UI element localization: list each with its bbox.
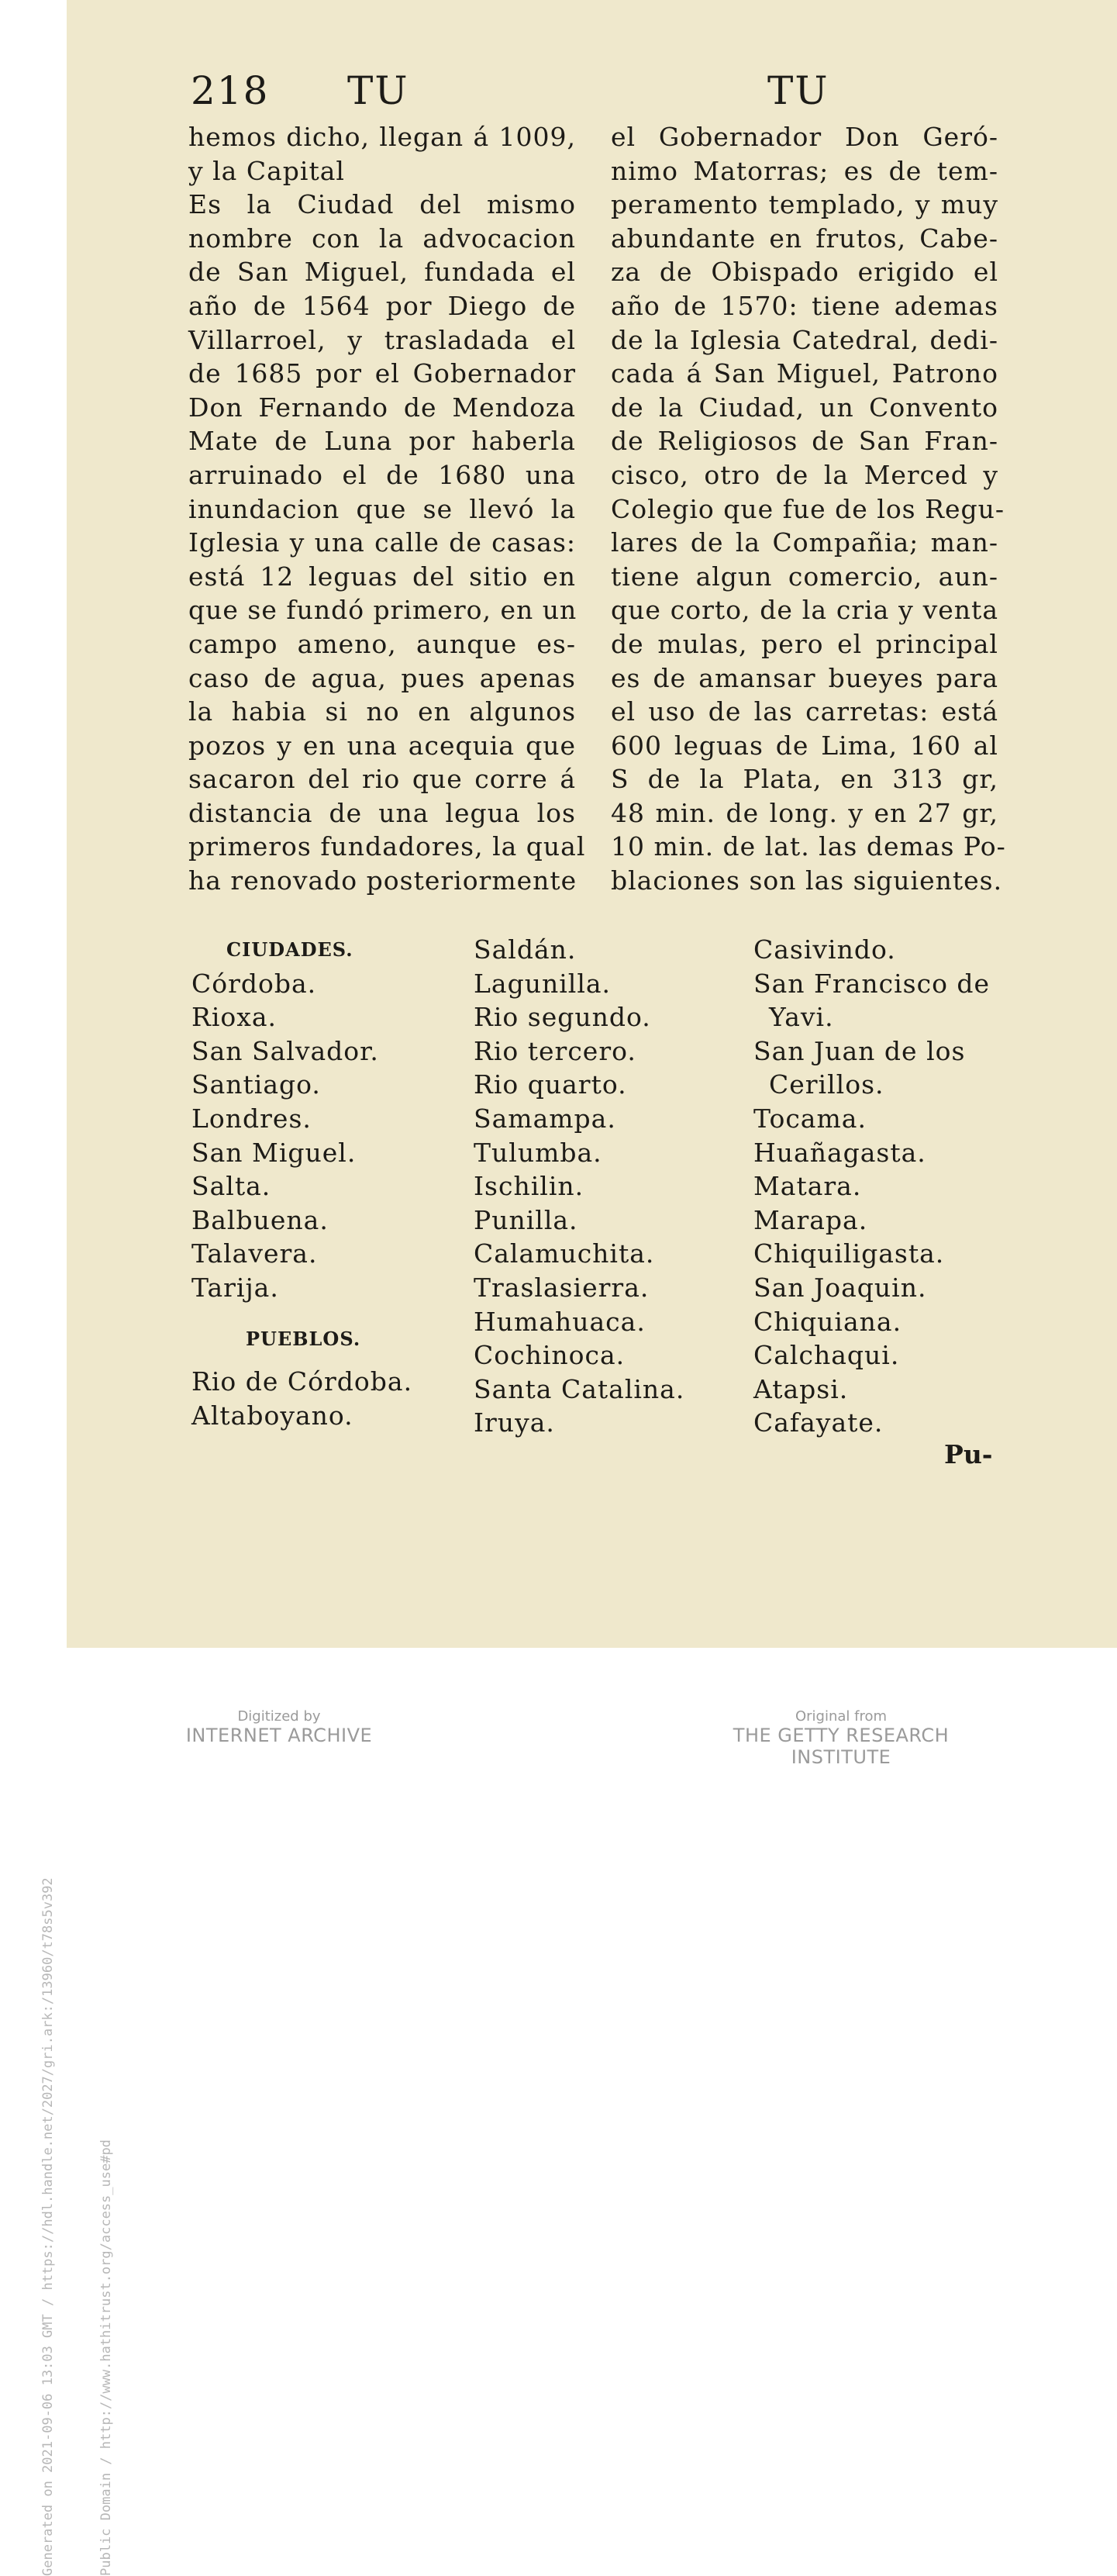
list-item: Rio tercero. bbox=[474, 1035, 636, 1066]
right-text-column bbox=[611, 120, 1006, 898]
text-line: y la Capital bbox=[188, 155, 345, 186]
list-item: Salta. bbox=[191, 1171, 271, 1202]
text-line: Mate de Luna por haberla bbox=[188, 426, 576, 457]
list-item: Talavera. bbox=[191, 1238, 318, 1269]
list-item: Marapa. bbox=[753, 1204, 868, 1235]
text-line: blaciones son las siguientes. bbox=[611, 865, 1003, 896]
page-number: 218 bbox=[191, 68, 270, 113]
list-item: Calamuchita. bbox=[474, 1238, 655, 1269]
text-line: de la Iglesia Catedral, dedi- bbox=[611, 324, 998, 355]
list-item: Yavi. bbox=[769, 1002, 834, 1033]
list-item: Traslasierra. bbox=[474, 1272, 650, 1303]
digitized-by-credit bbox=[178, 1708, 380, 1746]
text-line: que se fundó primero, en un bbox=[188, 595, 577, 626]
list-item: Samampa. bbox=[474, 1103, 616, 1134]
list-item: Ischilin. bbox=[474, 1171, 584, 1202]
list-item: Matara. bbox=[753, 1171, 862, 1202]
text-line: Villarroel, y trasladada el bbox=[188, 324, 576, 355]
list-item: Santa Catalina. bbox=[474, 1373, 685, 1404]
list-item: Santiago. bbox=[191, 1069, 321, 1100]
list-column-2 bbox=[474, 933, 737, 1440]
text-line: sacaron del rio que corre á bbox=[188, 764, 576, 795]
text-line: hemos dicho, llegan á 1009, bbox=[188, 122, 576, 152]
ciudades-heading: CIUDADES. bbox=[226, 938, 353, 961]
list-item: Chiquiligasta. bbox=[753, 1238, 945, 1269]
text-line: za de Obispado erigido el bbox=[611, 257, 998, 288]
list-item: Cochinoca. bbox=[474, 1340, 626, 1371]
text-line: año de 1564 por Diego de bbox=[188, 290, 576, 321]
text-line: campo ameno, aunque es- bbox=[188, 628, 576, 659]
text-line: Colegio que fue de los Regu- bbox=[611, 493, 1005, 524]
text-line: nombre con la advocacion bbox=[188, 223, 576, 254]
text-line: ha renovado posteriormente bbox=[188, 865, 577, 896]
list-item: Rio de Córdoba. bbox=[191, 1366, 413, 1397]
list-column-3 bbox=[753, 933, 1002, 1440]
text-line: inundacion que se llevó la bbox=[188, 493, 576, 524]
list-item: Humahuaca. bbox=[474, 1306, 646, 1337]
right-running-head: TU bbox=[767, 68, 829, 113]
list-item: San Joaquin. bbox=[753, 1272, 927, 1303]
list-item: Calchaqui. bbox=[753, 1340, 900, 1371]
list-item: Lagunilla. bbox=[474, 968, 612, 999]
text-line: de la Ciudad, un Convento bbox=[611, 392, 998, 423]
text-line: abundante en frutos, Cabe- bbox=[611, 223, 998, 254]
list-column-1 bbox=[191, 933, 455, 1432]
text-line: Iglesia y una calle de casas: bbox=[188, 527, 576, 558]
generation-note-line-2: Public Domain / http://www.hathitrust.org/access_use#pd bbox=[98, 2139, 114, 2576]
list-item: San Miguel. bbox=[191, 1137, 357, 1168]
list-item: Rio segundo. bbox=[474, 1002, 651, 1033]
digitized-by-label: Digitized by bbox=[237, 1708, 321, 1725]
pueblos-heading: PUEBLOS. bbox=[246, 1327, 361, 1350]
list-item: Cerillos. bbox=[769, 1069, 884, 1100]
text-line: nimo Matorras; es de tem- bbox=[611, 155, 998, 186]
text-line: que corto, de la cria y venta bbox=[611, 595, 998, 626]
text-line: cisco, otro de la Merced y bbox=[611, 459, 998, 490]
text-line: 600 leguas de Lima, 160 al bbox=[611, 730, 998, 761]
list-item: San Francisco de bbox=[753, 968, 991, 999]
left-running-head: TU bbox=[347, 68, 409, 113]
list-item: Punilla. bbox=[474, 1204, 578, 1235]
text-line: distancia de una legua los bbox=[188, 797, 576, 828]
text-line: 48 min. de long. y en 27 gr, bbox=[611, 797, 998, 828]
list-item: Casivindo. bbox=[753, 934, 896, 965]
list-item: Cafayate. bbox=[753, 1407, 884, 1438]
list-item: Saldán. bbox=[474, 934, 577, 965]
text-line: tiene algun comercio, aun- bbox=[611, 561, 998, 592]
list-item: Iruya. bbox=[474, 1407, 555, 1438]
text-line: el Gobernador Don Geró- bbox=[611, 122, 998, 152]
getty-research-institute-link[interactable]: THE GETTY RESEARCH INSTITUTE bbox=[733, 1725, 950, 1768]
text-line: caso de agua, pues apenas bbox=[188, 662, 576, 693]
text-line: Don Fernando de Mendoza bbox=[188, 392, 576, 423]
list-item: Rioxa. bbox=[191, 1002, 278, 1033]
list-item: Altaboyano. bbox=[191, 1400, 353, 1431]
internet-archive-link[interactable]: INTERNET ARCHIVE bbox=[185, 1725, 373, 1746]
list-item: San Salvador. bbox=[191, 1035, 379, 1066]
text-line: arruinado el de 1680 una bbox=[188, 459, 576, 490]
list-item: Chiquiana. bbox=[753, 1306, 902, 1337]
text-line: primeros fundadores, la qual bbox=[188, 831, 586, 862]
text-line: cada á San Miguel, Patrono bbox=[611, 358, 998, 389]
list-item: Rio quarto. bbox=[474, 1069, 627, 1100]
list-item: Tarija. bbox=[191, 1272, 279, 1303]
list-item: Córdoba. bbox=[191, 968, 317, 999]
list-item: Atapsi. bbox=[753, 1373, 849, 1404]
text-line: de Religiosos de San Fran- bbox=[611, 426, 998, 457]
text-line: está 12 leguas del sitio en bbox=[188, 561, 576, 592]
list-item: San Juan de los bbox=[753, 1035, 966, 1066]
list-item: Tocama. bbox=[753, 1103, 867, 1134]
text-line: año de 1570: tiene ademas bbox=[611, 290, 998, 321]
left-text-column bbox=[188, 120, 586, 898]
text-line: es de amansar bueyes para bbox=[611, 662, 998, 693]
text-line: S de la Plata, en 313 gr, bbox=[611, 764, 998, 795]
list-item: Tulumba. bbox=[474, 1137, 602, 1168]
list-item: Londres. bbox=[191, 1103, 312, 1134]
text-line: Es la Ciudad del mismo bbox=[188, 189, 576, 220]
text-line: peramento templado, y muy bbox=[611, 189, 998, 220]
generation-note bbox=[0, 1680, 114, 2576]
original-from-credit bbox=[682, 1708, 1000, 1768]
generation-note-line-1: Generated on 2021-09-06 13:03 GMT / https://hdl.handle.net/2027/gri.ark:/13960/t78s5v392 bbox=[40, 1877, 56, 2576]
list-item: Balbuena. bbox=[191, 1204, 329, 1235]
text-line: de 1685 por el Gobernador bbox=[188, 358, 576, 389]
text-line: pozos y en una acequia que bbox=[188, 730, 576, 761]
text-line: de San Miguel, fundada el bbox=[188, 257, 576, 288]
catchword: Pu- bbox=[944, 1439, 993, 1469]
text-line: lares de la Compañia; man- bbox=[611, 527, 998, 558]
text-line: el uso de las carretas: está bbox=[611, 696, 998, 727]
original-from-label: Original from bbox=[795, 1708, 888, 1725]
list-item: Huañagasta. bbox=[753, 1137, 926, 1168]
text-line: la habia si no en algunos bbox=[188, 696, 576, 727]
text-line: de mulas, pero el principal bbox=[611, 628, 998, 659]
text-line: 10 min. de lat. las demas Po- bbox=[611, 831, 1006, 862]
